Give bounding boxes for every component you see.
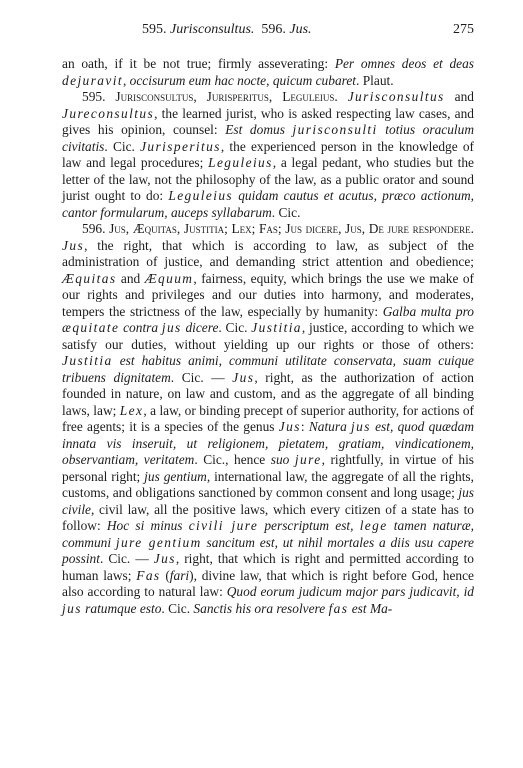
para596-segment: . Cic., hence bbox=[194, 452, 271, 467]
para596-segment: Jus, Æquitas, Justitia; Lex; Fas; Jus dicere, Jus, De jure respondere. bbox=[109, 221, 475, 236]
para595-segment: Jurisconsultus, Jurisperitus, Leguleius. bbox=[115, 89, 338, 104]
para595-segment: , the experienced person in the knowledge of law and legal procedures; bbox=[62, 138, 474, 170]
para596-segment: Jus bbox=[153, 551, 176, 566]
para596-segment: perscriptum est, bbox=[258, 518, 360, 533]
para596-segment: and bbox=[116, 270, 145, 286]
paragraph-continuation bbox=[62, 56, 474, 89]
para596-segment: Quod eorum judicum major pars judicavit, id bbox=[226, 584, 474, 599]
para596-segment: contra bbox=[119, 320, 162, 335]
para595-segment: Jurisperitus bbox=[140, 138, 221, 154]
para595-segment: , the learned jurist, who is asked respecting law cases, and gives his opinion, counsel: bbox=[62, 105, 474, 137]
para595-segment bbox=[338, 89, 348, 104]
para596-segment: Justitia bbox=[62, 353, 113, 368]
para596-segment: fas bbox=[328, 600, 349, 616]
para596-segment: jure bbox=[294, 452, 322, 467]
para596-segment: jus bbox=[62, 600, 82, 616]
para596-segment: Æquum bbox=[144, 270, 194, 286]
page-number: 275 bbox=[453, 22, 474, 37]
para596-segment: est, quod quædam innata vis inseruit, ut religionem, pietatem, gratiam, vindicationem, observantiam, veritatem bbox=[62, 419, 474, 467]
para596-segment: Jus bbox=[62, 237, 85, 253]
para595-segment: Leguleius bbox=[208, 155, 273, 170]
para596-segment: sancitum est, ut nihil mortales a diis usu capere possint bbox=[62, 534, 474, 566]
para0-segment: an oath, if it be not true; firmly asseverating: bbox=[62, 56, 335, 71]
para596-segment: , the right, that which is according to law, as subject of the administration of justice, and demanding strict attention and obedience; bbox=[62, 237, 474, 269]
para0-segment: , bbox=[122, 72, 130, 88]
para596-segment: Fas bbox=[136, 567, 161, 583]
para596-segment: : bbox=[300, 419, 309, 434]
running-title-word-1: Jurisconsultus. bbox=[170, 22, 255, 37]
para596-segment: ratumque esto bbox=[81, 600, 162, 616]
para596-segment: est habitus animi, communi utilitate conservata, suam cuique tribuens dignitatem bbox=[62, 353, 474, 385]
para596-segment: . Cic. bbox=[161, 600, 194, 616]
para596-segment: æquitate bbox=[62, 320, 120, 335]
para596-segment: . Cic. — bbox=[99, 551, 154, 566]
running-title bbox=[142, 22, 312, 38]
para596-segment: Jus bbox=[232, 369, 255, 385]
entry-595 bbox=[62, 89, 474, 221]
para595-segment: Jurisconsultus bbox=[347, 89, 445, 104]
para596-segment: 596. bbox=[82, 221, 110, 236]
running-title-number-1: 595. bbox=[142, 22, 170, 37]
para596-segment: jus bbox=[351, 419, 371, 434]
para595-segment: Leguleius bbox=[168, 188, 234, 203]
para596-segment: Sanctis his ora resolvere bbox=[193, 600, 329, 616]
para596-segment: Natura bbox=[308, 419, 352, 434]
para595-segment: . Cic. bbox=[104, 138, 141, 154]
para596-segment: jus civile bbox=[62, 485, 474, 517]
para595-segment: Est domus bbox=[225, 122, 293, 137]
para0-segment: quicum cubaret bbox=[272, 72, 357, 88]
para596-segment: civili jure bbox=[188, 518, 259, 533]
para596-segment: , right, as the authorization of action founded in nature, on law and custom, and as the aggregate of all binding laws, law; bbox=[62, 369, 474, 418]
para595-segment: jurisconsulti bbox=[292, 122, 378, 137]
page-header bbox=[62, 22, 474, 44]
para596-segment: . Cic. — bbox=[170, 369, 233, 385]
para596-segment: Jus bbox=[278, 419, 301, 434]
para596-segment: , a law, or binding precept of superior authority, for actions of free agents; it is a species of the genus bbox=[62, 402, 474, 434]
para595-segment: 595. bbox=[82, 89, 116, 104]
para0-segment: dejuravit bbox=[62, 72, 123, 88]
running-title-word-2: Jus. bbox=[289, 22, 312, 37]
para595-segment: , a legal pedant, who studies but the letter of the law, not the philosophy of the law, as a public orator and sound jurist ought to do: bbox=[62, 155, 474, 203]
para596-segment: jus gentium bbox=[144, 468, 207, 484]
running-title-number-2: 596. bbox=[254, 22, 290, 37]
para596-segment: , right, that which is right and permitted according to human laws; bbox=[62, 551, 474, 583]
para596-segment: , civil law, all the positive laws, which every citizen of a state has to follow: bbox=[62, 501, 474, 533]
para0-segment: occisurum eum hac nocte bbox=[129, 72, 267, 88]
para0-segment: Per omnes deos et deas bbox=[334, 56, 474, 71]
para596-segment: , international law, the aggregate of all the rights, customs, and obligations sanctioned by common consent and long usage; bbox=[62, 468, 474, 500]
para596-segment: , justice, according to which we satisfy our duties, without yielding up our rights or those of others: bbox=[62, 320, 475, 352]
para596-segment: Lex bbox=[119, 402, 144, 418]
para596-segment: Æquitas bbox=[62, 270, 117, 286]
para596-segment: Hoc si minus bbox=[106, 518, 189, 533]
para596-segment: Galba multa pro bbox=[382, 303, 475, 319]
para596-segment: dicere bbox=[181, 320, 219, 335]
para596-segment: lege bbox=[359, 518, 388, 533]
para596-segment: est Ma- bbox=[348, 600, 393, 616]
para596-segment: . Cic. bbox=[218, 320, 252, 335]
para595-segment: quidam cautus et acutus, præco actionum, cantor formularum, auceps syllabarum bbox=[62, 188, 474, 220]
para0-segment: , bbox=[266, 72, 273, 88]
para596-segment: suo bbox=[270, 452, 295, 467]
para596-segment: fari bbox=[169, 567, 190, 583]
para595-segment: Jureconsultus bbox=[62, 105, 155, 121]
entry-596 bbox=[62, 221, 474, 617]
para0-segment: . Plaut. bbox=[356, 72, 394, 88]
para596-segment: jure gentium bbox=[115, 534, 202, 550]
para596-segment: , rightfully, in virtue of his personal right; bbox=[62, 452, 475, 484]
book-page bbox=[62, 22, 474, 617]
para595-segment: totius oraculum civitatis bbox=[62, 122, 474, 154]
para596-segment: Justitia bbox=[251, 320, 302, 335]
para596-segment: jus bbox=[161, 320, 182, 335]
para596-segment: tamen naturæ, communi bbox=[62, 518, 475, 550]
para595-segment: . Cic. bbox=[271, 204, 301, 220]
para596-segment: , fairness, equity, which brings the use we make of our rights and privileges and our duties into harmony, and moderates, tempers the strictness of the law, especially by humanity: bbox=[62, 270, 475, 319]
para596-segment: ), divine law, that which is right before God, hence also according to natural law: bbox=[62, 567, 474, 599]
para595-segment: and bbox=[444, 89, 475, 104]
page-body bbox=[62, 56, 474, 617]
para596-segment: ( bbox=[160, 567, 170, 583]
